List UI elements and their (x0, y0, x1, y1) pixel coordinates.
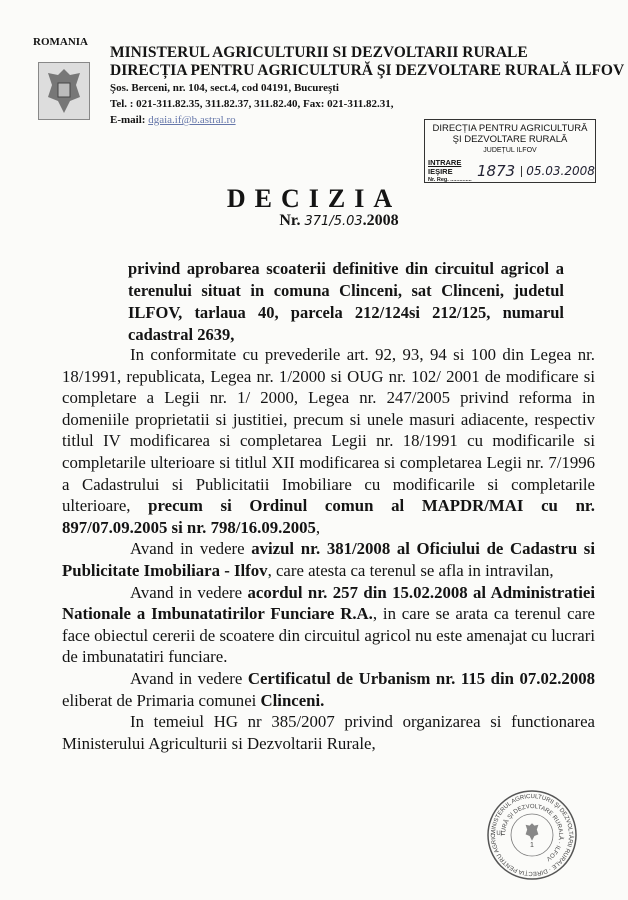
stamp-date: 05.03.2008 (521, 166, 595, 177)
paragraph: In conformitate cu prevederile art. 92, 93, 94 si 100 din Legea nr. 18/1991, republicata, Legea nr. 1/2000 si OUG nr. 102/ 2001 de modificare si completare a Legii nr. 1/ 2000, Legea nr. 247/2005 privind reforma in domeniile proprietatii si justitiei, precum si unele masuri adiacente, respectiv titlul IV modificarea si completarea Legii nr. 18/1991 cu modificarile si completarile ulterioare si titlul XII modificarea si completarea Legii nr. 7/1996 a Cadastrului si Publicitatii Imobiliare cu modificarile si completarile ulterioare, precum si Ordinul comun al MAPDR/MAI cu nr. 897/07.09.2005 si nr. 798/16.09.2005, (62, 345, 595, 537)
ministry-name: MINISTERUL AGRICULTURII SI DEZVOLTARII RURALE (110, 44, 528, 61)
coat-of-arms-icon (38, 62, 90, 120)
stamp-line: JUDEȚUL ILFOV (483, 147, 537, 154)
address: Şos. Berceni, nr. 104, sect.4, cod 04191, Bucureşti (110, 82, 339, 94)
paragraph: Avand in vedere acordul nr. 257 din 15.02.2008 al Administratiei Nationale a Imbunatatirilor Funciare R.A., in care se arata ca terenul care face obiectul cererii de scoatere din circuitul agricol nu este amenajat cu lucrari de imbunatatiri funciare. (62, 582, 595, 667)
stamp-iesire: IEŞIRE (428, 167, 453, 176)
seal-number: 1 (530, 841, 534, 849)
email-label: E-mail: (110, 114, 146, 126)
stamp-line: ŞI DEZVOLTARE RURALĂ (452, 134, 568, 145)
stamp-line: DIRECȚIA PENTRU AGRICULTURĂ (432, 123, 588, 134)
country-label: ROMANIA (33, 36, 88, 48)
nr-prefix: Nr. (279, 212, 301, 229)
document-body (62, 344, 595, 754)
document-title: DECIZIA (226, 184, 402, 213)
coat-of-arms-icon (524, 822, 540, 842)
paragraph: Avand in vedere avizul nr. 381/2008 al Oficiului de Cadastru si Publicitate Imobiliara - Ilfov, care atesta ca terenul se afla in intravilan, (62, 539, 595, 580)
stamp-nr-reg: Nr. Reg. .............. (428, 177, 472, 183)
paragraph: Avand in vedere Certificatul de Urbanism nr. 115 din 07.02.2008 eliberat de Primaria comunei Clinceni. (62, 668, 595, 710)
nr-year: .2008 (362, 212, 399, 229)
decision-number (0, 212, 628, 230)
seal-text: MINISTERUL AGRICULTURII ŞI DEZVOLTĂRII RURALE · DIRECȚIA PENTRU AGRICULTURĂ ŞI DEZVOLTARE RURALĂ · ILFOV (490, 793, 574, 877)
stamp-number: 1873 (477, 162, 516, 180)
paragraph: In temeiul HG nr 385/2007 privind organizarea si functionarea Ministerului Agriculturii si Dezvoltarii Rurale, (62, 712, 595, 753)
email-link[interactable]: dgaia.if@b.astral.ro (148, 114, 236, 126)
decision-subject: privind aprobarea scoaterii definitive din circuitul agricol a terenului situat in comuna Clinceni, sat Clinceni, judetul ILFOV, tarlaua 40, parcela 212/124si 212/125, numarul cadastral 2639, (128, 259, 564, 344)
letterhead (110, 44, 624, 128)
phone: Tel. : 021-311.82.35, 311.82.37, 311.82.40, Fax: 021-311.82.31, (110, 98, 394, 110)
nr-handwritten: 371/5.03 (304, 214, 363, 229)
stamp-intrare: INTRARE (428, 158, 462, 167)
directorate-name: DIRECȚIA PENTRU AGRICULTURĂ ŞI DEZVOLTARE RURALĂ ILFOV (110, 62, 625, 79)
registry-stamp (424, 119, 596, 183)
official-seal (487, 790, 577, 880)
